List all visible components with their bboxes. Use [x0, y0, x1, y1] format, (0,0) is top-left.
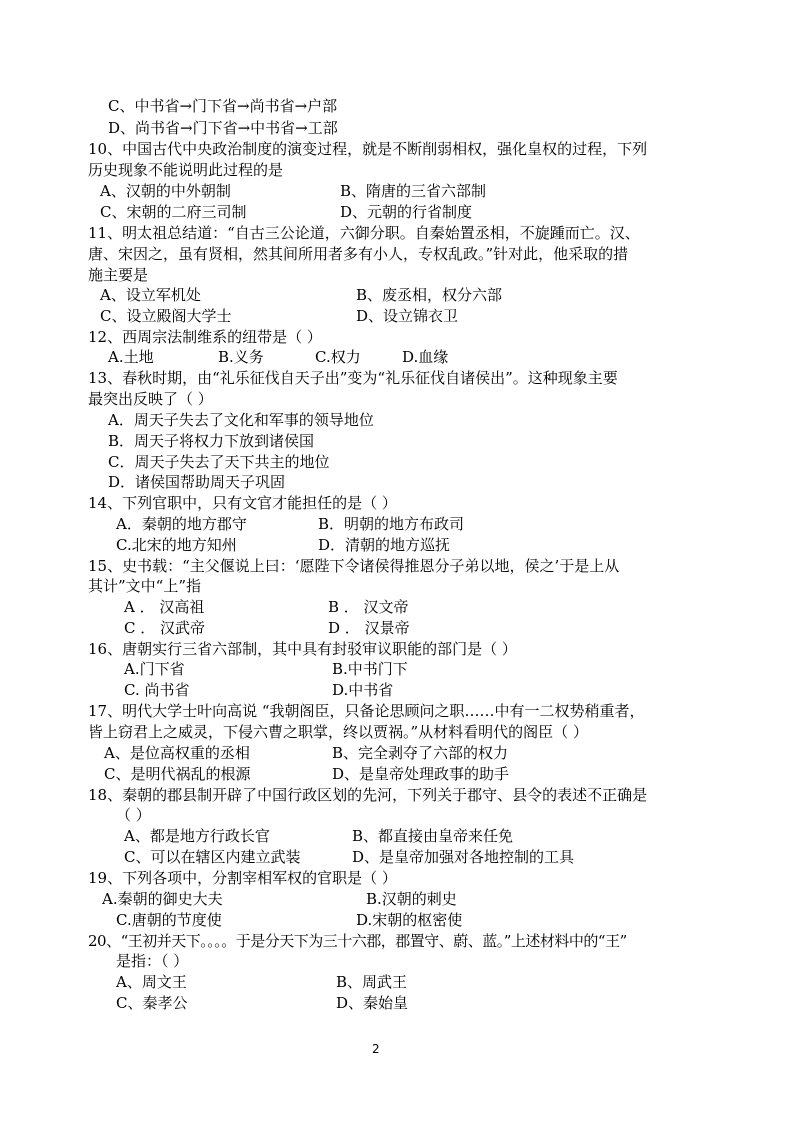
- q20-option-b: B、周武王: [336, 973, 408, 991]
- q17-stem-line1: 17、明代大学士叶向高说 “我朝阁臣，只备论思顾问之职……中有一二权势稍重者，: [88, 702, 645, 720]
- q13-option-a: A．周天子失去了文化和军事的领导地位: [108, 411, 374, 429]
- page-number: 2: [372, 1042, 380, 1056]
- q20-option-d: D、秦始皇: [336, 994, 409, 1012]
- q13-option-d: D．诸侯国帮助周天子巩固: [108, 473, 286, 491]
- q17-option-a: A、是位高权重的丞相: [104, 744, 250, 762]
- q10-option-c: C、宋朝的二府三司制: [100, 203, 247, 221]
- q20-stem-line1: 20、“王初并天下。。。。于是分天下为三十六郡，郡置守、蔚、蓝。”上述材料中的“王”: [88, 932, 627, 950]
- q20-stem-line2: 是指：（ ）: [116, 952, 189, 970]
- q13-option-b: B．周天子将权力下放到诸侯国: [108, 432, 315, 450]
- q11-stem-line3: 施主要是: [88, 266, 149, 284]
- q19-stem: 19、下列各项中，分割宰相军权的官职是（ ）: [88, 869, 397, 887]
- q15-stem-line1: 15、史书载：“主父偃说上曰：‘愿陛下令诸侯得推恩分子弟以地，侯之’于是上从: [88, 557, 620, 575]
- q12-option-b: B.义务: [218, 348, 264, 366]
- q11-option-d: D、设立锦衣卫: [356, 307, 459, 325]
- q19-option-a: A.秦朝的御史大夫: [102, 890, 223, 908]
- q10-option-d: D、元朝的行省制度: [340, 203, 473, 221]
- q10-option-b: B、隋唐的三省六部制: [340, 182, 487, 200]
- q13-option-c: C．周天子失去了天下共主的地位: [108, 453, 330, 471]
- q18-option-c: C、可以在辖区内建立武装: [124, 848, 301, 866]
- q18-option-a: A、都是地方行政长官: [124, 827, 270, 845]
- q9-option-d: D、尚书省→门下省→中书省→工部: [108, 119, 338, 137]
- q11-option-c: C、设立殿阁大学士: [100, 307, 232, 325]
- q16-stem: 16、唐朝实行三省六部制，其中具有封驳审议职能的部门是（ ）: [88, 640, 517, 658]
- q19-option-c: C.唐朝的节度使: [116, 911, 222, 929]
- q12-option-d: D.血缘: [402, 348, 449, 366]
- q19-option-d: D.宋朝的枢密使: [356, 911, 463, 929]
- q13-stem-line2: 最突出反映了（ ）: [88, 390, 213, 408]
- q18-stem-line2: （ ）: [116, 806, 151, 824]
- q18-option-d: D、是皇帝加强对各地控制的工具: [352, 848, 575, 866]
- q14-stem: 14、下列官职中，只有文官才能担任的是（ ）: [88, 494, 397, 512]
- q15-stem-line2: 其计”文中“上”指: [88, 577, 202, 595]
- q9-option-c: C、中书省→门下省→尚书省→户部: [108, 97, 338, 115]
- q15-option-d: D ． 汉景帝: [328, 619, 410, 637]
- q14-option-a: A．秦朝的地方郡守: [116, 515, 247, 533]
- q18-stem-line1: 18、秦朝的郡县制开辟了中国行政区划的先河，下列关于郡守、县令的表述不正确是: [88, 786, 648, 804]
- q17-option-d: D、是皇帝处理政事的助手: [332, 765, 510, 783]
- q16-option-b: B.中书门下: [332, 660, 408, 678]
- q11-option-a: A、设立军机处: [100, 286, 201, 304]
- q14-option-b: B．明朝的地方布政司: [318, 515, 465, 533]
- q16-option-a: A.门下省: [124, 660, 185, 678]
- q12-option-a: A.土地: [108, 348, 154, 366]
- q17-option-c: C、是明代祸乱的根源: [104, 765, 251, 783]
- q16-option-c: C. 尚书省: [124, 681, 190, 699]
- q15-option-b: B ． 汉文帝: [328, 598, 409, 616]
- q10-stem-line2: 历史现象不能说明此过程的是: [88, 161, 284, 179]
- q16-option-d: D.中书省: [332, 681, 394, 699]
- q14-option-c: C.北宋的地方知州: [116, 536, 237, 554]
- q17-option-b: B、完全剥夺了六部的权力: [332, 744, 509, 762]
- q13-stem-line1: 13、春秋时期，由“礼乐征伐自天子出”变为“礼乐征伐自诸侯出”。这种现象主要: [88, 369, 618, 387]
- q19-option-b: B.汉朝的刺史: [366, 890, 457, 908]
- q11-option-b: B、废丞相，权分六部: [356, 286, 503, 304]
- q11-stem-line2: 唐、宋因之，虽有贤相，然其间所用者多有小人，专权乱政。”针对此，他采取的措: [88, 245, 629, 263]
- q18-option-b: B、都直接由皇帝来任免: [352, 827, 514, 845]
- q14-option-d: D．清朝的地方巡抚: [318, 536, 451, 554]
- q11-stem-line1: 11、明太祖总结道：“自古三公论道，六御分职。自秦始置丞相，不旋踵而亡。汉、: [88, 224, 640, 242]
- q12-option-c: C.权力: [315, 348, 361, 366]
- q10-stem-line1: 10、中国古代中央政治制度的演变过程，就是不断削弱相权，强化皇权的过程，下列: [88, 140, 648, 158]
- q12-stem: 12、西周宗法制维系的纽带是（ ）: [88, 328, 322, 346]
- q20-option-a: A、周文王: [116, 973, 187, 991]
- q15-option-c: C ． 汉武帝: [124, 619, 206, 637]
- q15-option-a: A ． 汉高祖: [124, 598, 205, 616]
- q17-stem-line2: 皆上窃君上之威灵，下侵六曹之职掌，终以贾祸。”从材料看明代的阁臣（ ）: [88, 723, 588, 741]
- q20-option-c: C、秦孝公: [116, 994, 188, 1012]
- q10-option-a: A、汉朝的中外朝制: [100, 182, 231, 200]
